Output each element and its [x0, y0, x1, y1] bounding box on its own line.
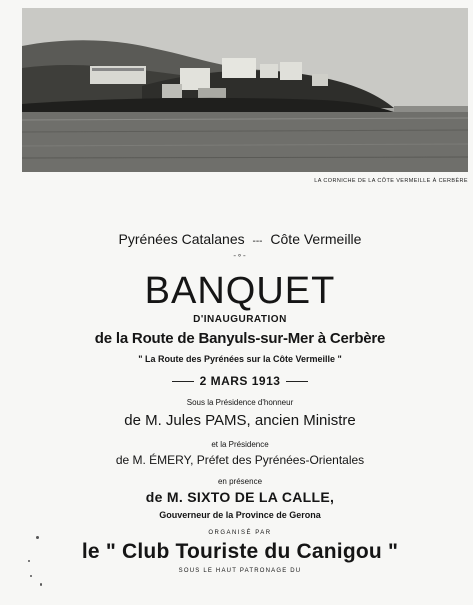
- coastline-illustration: [22, 8, 468, 172]
- coastline-photo: [22, 8, 468, 172]
- patronage-line: SOUS LE HAUT PATRONAGE DU: [178, 568, 302, 574]
- photo-caption: LA CORNICHE DE LA CÔTE VERMEILLE À CERBÈRE: [314, 178, 468, 184]
- date-text: 2 MARS 1913: [199, 374, 281, 388]
- scan-speck: [30, 575, 32, 577]
- scan-speck: [40, 583, 42, 586]
- presidency-intro: et la Présidence: [211, 440, 269, 449]
- honor-name: de M. Jules PAMS, ancien Ministre: [124, 412, 356, 429]
- ornament: -∘-: [233, 251, 247, 260]
- presence-intro: en présence: [217, 477, 263, 486]
- region-heading: [60, 231, 420, 247]
- route-line: de la Route de Banyuls-sur-Mer à Cerbère: [94, 330, 386, 347]
- organizer-name: le " Club Touriste du Canigou ": [81, 540, 399, 563]
- route-subtitle: " La Route des Pyrénées sur la Côte Vermeille ": [138, 354, 342, 364]
- region-separator: ---: [252, 236, 263, 247]
- president-name: de M. ÉMERY, Préfet des Pyrénées-Orientales: [115, 453, 365, 467]
- cut-off-line: [60, 582, 420, 605]
- guest-name: de M. SIXTO DE LA CALLE,: [145, 489, 335, 505]
- date-dash-left: [172, 381, 194, 382]
- organized-by: ORGANISÉ PAR: [208, 530, 272, 536]
- date-line: [60, 374, 420, 388]
- banquet-title: BANQUET: [144, 270, 336, 312]
- inaugural-line: D'INAUGURATION: [193, 314, 287, 325]
- guest-title: Gouverneur de la Province de Gerona: [159, 510, 321, 520]
- honor-intro: Sous la Présidence d'honneur: [186, 398, 294, 407]
- date-dash-right: [286, 381, 308, 382]
- scan-speck: [28, 560, 30, 562]
- scan-speck: [36, 536, 39, 539]
- region-right: Côte Vermeille: [270, 231, 362, 247]
- region-left: Pyrénées Catalanes: [118, 231, 245, 247]
